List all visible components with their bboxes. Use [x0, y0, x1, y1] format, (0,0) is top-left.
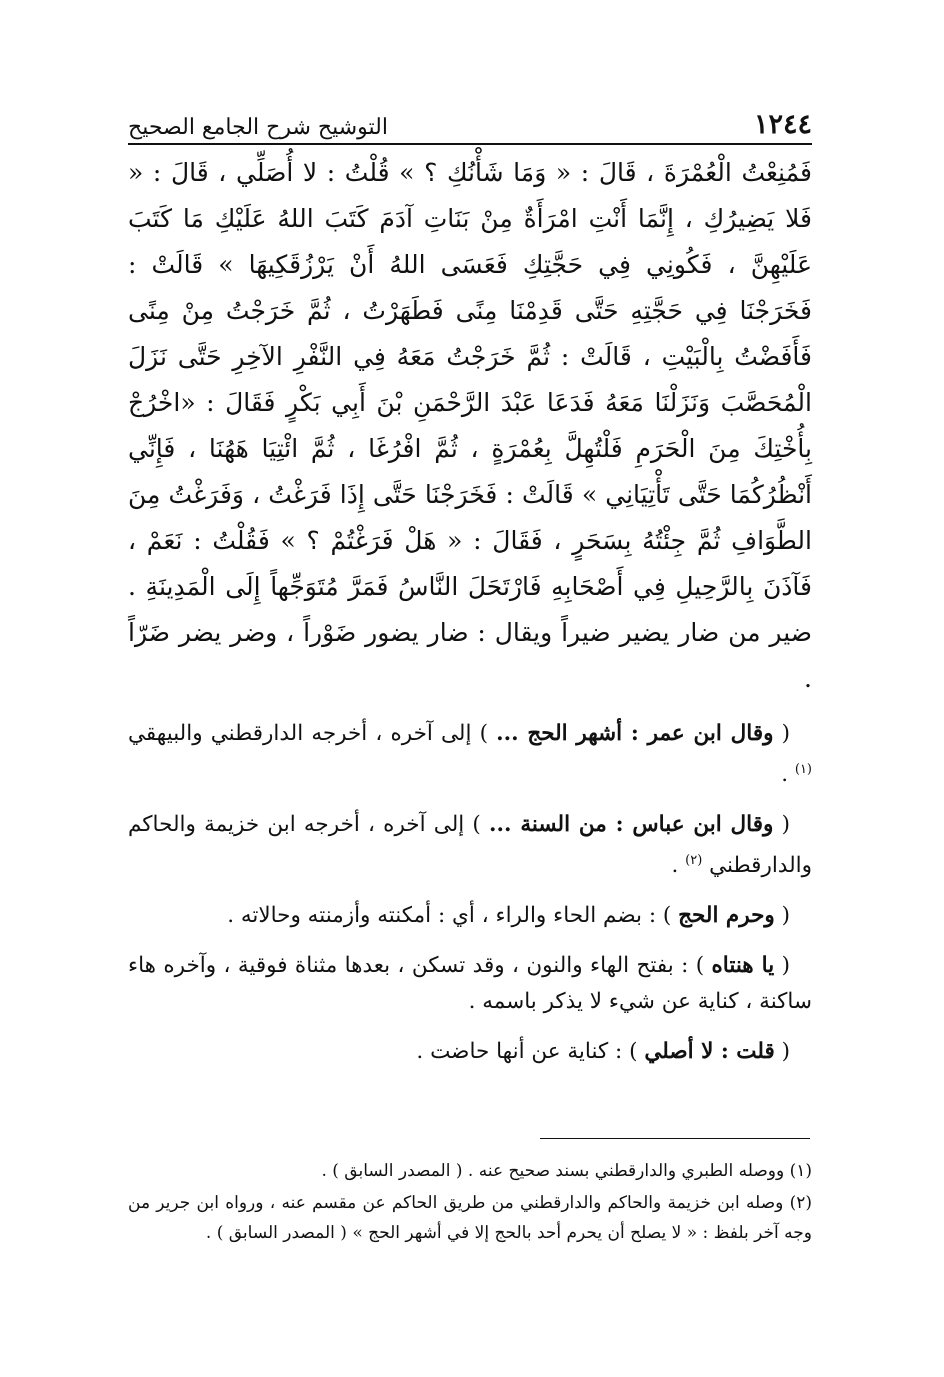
commentary-paragraph: ( يا هنتاه ) : بفتح الهاء والنون ، وقد تسكن ، بعدها مثناة فوقية ، وآخره هاء ساكنة ، كناية عن شيء لا يذكر باسمه . — [128, 953, 812, 1015]
commentary-lemma: وقال ابن عمر : أشهر الحج ... — [496, 721, 774, 746]
page-header — [128, 100, 812, 140]
header-divider — [128, 143, 812, 145]
footnote-1: (١) ووصله الطبري والدارقطني بسند صحيح عنه . ( المصدر السابق ) . — [321, 1161, 812, 1181]
commentary-paragraph: ( وقال ابن عباس : من السنة ... ) إلى آخره ، أخرجه ابن خزيمة والحاكم والدارقطني $^{(٢)}$ . — [128, 812, 812, 879]
running-title: التوشيح شرح الجامع الصحيح — [128, 115, 388, 140]
page-number: ١٢٤٤ — [753, 109, 812, 140]
commentary-text: إلى آخره ، أخرجه ابن خزيمة والحاكم والدارقطني — [128, 812, 812, 879]
footnote-2: (٢) وصله ابن خزيمة والحاكم والدارقطني من طريق الحاكم عن مقسم عنه ، ورواه ابن جرير من وجه آخر بلفظ : « لا يصلح أن يحرم أحد بالحج إلا في أشهر الحج » ( المصدر السابق ) . — [128, 1193, 812, 1243]
commentary-lemma: يا هنتاه — [711, 953, 775, 979]
footnotes — [128, 1156, 812, 1250]
commentary-paragraph: ( وحرم الحج ) : بضم الحاء والراء ، أي : أمكنته وأزمنته وحالاته . — [227, 903, 790, 929]
commentary-text: : بضم الحاء والراء ، أي : أمكنته وأزمنته وحالاته . — [227, 903, 657, 929]
commentary-text: إلى آخره ، أخرجه الدارقطني والبيهقي — [128, 721, 472, 746]
footnote-ref[interactable]: (١) — [794, 762, 812, 777]
footnote-divider — [540, 1138, 810, 1139]
main-text — [128, 150, 812, 1070]
commentary-paragraph: ( قلت : لا أصلي ) : كناية عن أنها حاضت . — [416, 1039, 790, 1065]
commentary-lemma: قلت : لا أصلي — [644, 1039, 775, 1065]
commentary-text: : كناية عن أنها حاضت . — [416, 1039, 623, 1065]
commentary-lemma: وحرم الحج — [678, 903, 775, 929]
hadith-text: فَمُنِعْتُ الْعُمْرَةَ ، قَالَ : « وَمَا شَأْنُكِ ؟ » قُلْتُ : لا أُصَلِّي ، قَالَ : « فَلا يَضِيرُكِ ، إِنَّمَا أَنْتِ امْرَأَةٌ مِنْ بَنَاتِ آدَمَ كَتَبَ اللهُ عَلَيْكِ مَا كَتَبَ عَلَيْهِنَّ ، فَكُونِي فِي حَجَّتِكِ فَعَسَى اللهُ أَنْ يَرْزُقَكِيهَا » قَالَتْ : فَخَرَجْنَا فِي حَجَّتِهِ حَتَّى قَدِمْنَا مِنًى فَطَهَرْتُ ، ثُمَّ خَرَجْتُ مِنْ مِنًى فَأَفَضْتُ بِالْبَيْتِ ، قَالَتْ : ثُمَّ خَرَجْتُ مَعَهُ فِي النَّفْرِ الآخِرِ حَتَّى نَزَلَ الْمُحَصَّبَ وَنَزَلْنَا مَعَهُ فَدَعَا عَبْدَ الرَّحْمَنِ بْنَ أَبِي بَكْرٍ فَقَالَ : «اخْرُجْ بِأُخْتِكَ مِنَ الْحَرَمِ فَلْتُهِلَّ بِعُمْرَةٍ ، ثُمَّ افْرُغَا ، ثُمَّ ائْتِيَا هَهُنَا ، فَإِنِّي أَنْظُرُكُمَا حَتَّى تَأْتِيَانِي » قَالَتْ : فَخَرَجْنَا حَتَّى إِذَا فَرَغْتُ ، وَفَرَغْتُ مِنَ الطَّوَافِ ثُمَّ جِئْتُهُ بِسَحَرٍ ، فَقَالَ : « هَلْ فَرَغْتُمْ ؟ » فَقُلْتُ : نَعَمْ ، فَآذَنَ بِالرَّحِيلِ فِي أَصْحَابِهِ فَارْتَحَلَ النَّاسُ فَمَرَّ مُتَوَجِّهاً إِلَى الْمَدِينَةِ . ضير من ضار يضير ضيراً ويقال : ضار يضور ضَوْراً ، وضر يضر ضَرّاً . — [128, 158, 812, 693]
commentary-paragraph: ( وقال ابن عمر : أشهر الحج ... ) إلى آخره ، أخرجه الدارقطني والبيهقي $^{(١)}$ . — [128, 721, 812, 788]
commentary-lemma: وقال ابن عباس : من السنة ... — [489, 812, 774, 838]
footnote-ref[interactable]: (٢) — [685, 853, 703, 869]
commentary-text: : بفتح الهاء والنون ، وقد تسكن ، بعدها مثناة فوقية ، وآخره هاء ساكنة ، كناية عن شيء لا يذكر باسمه . — [128, 953, 812, 1015]
